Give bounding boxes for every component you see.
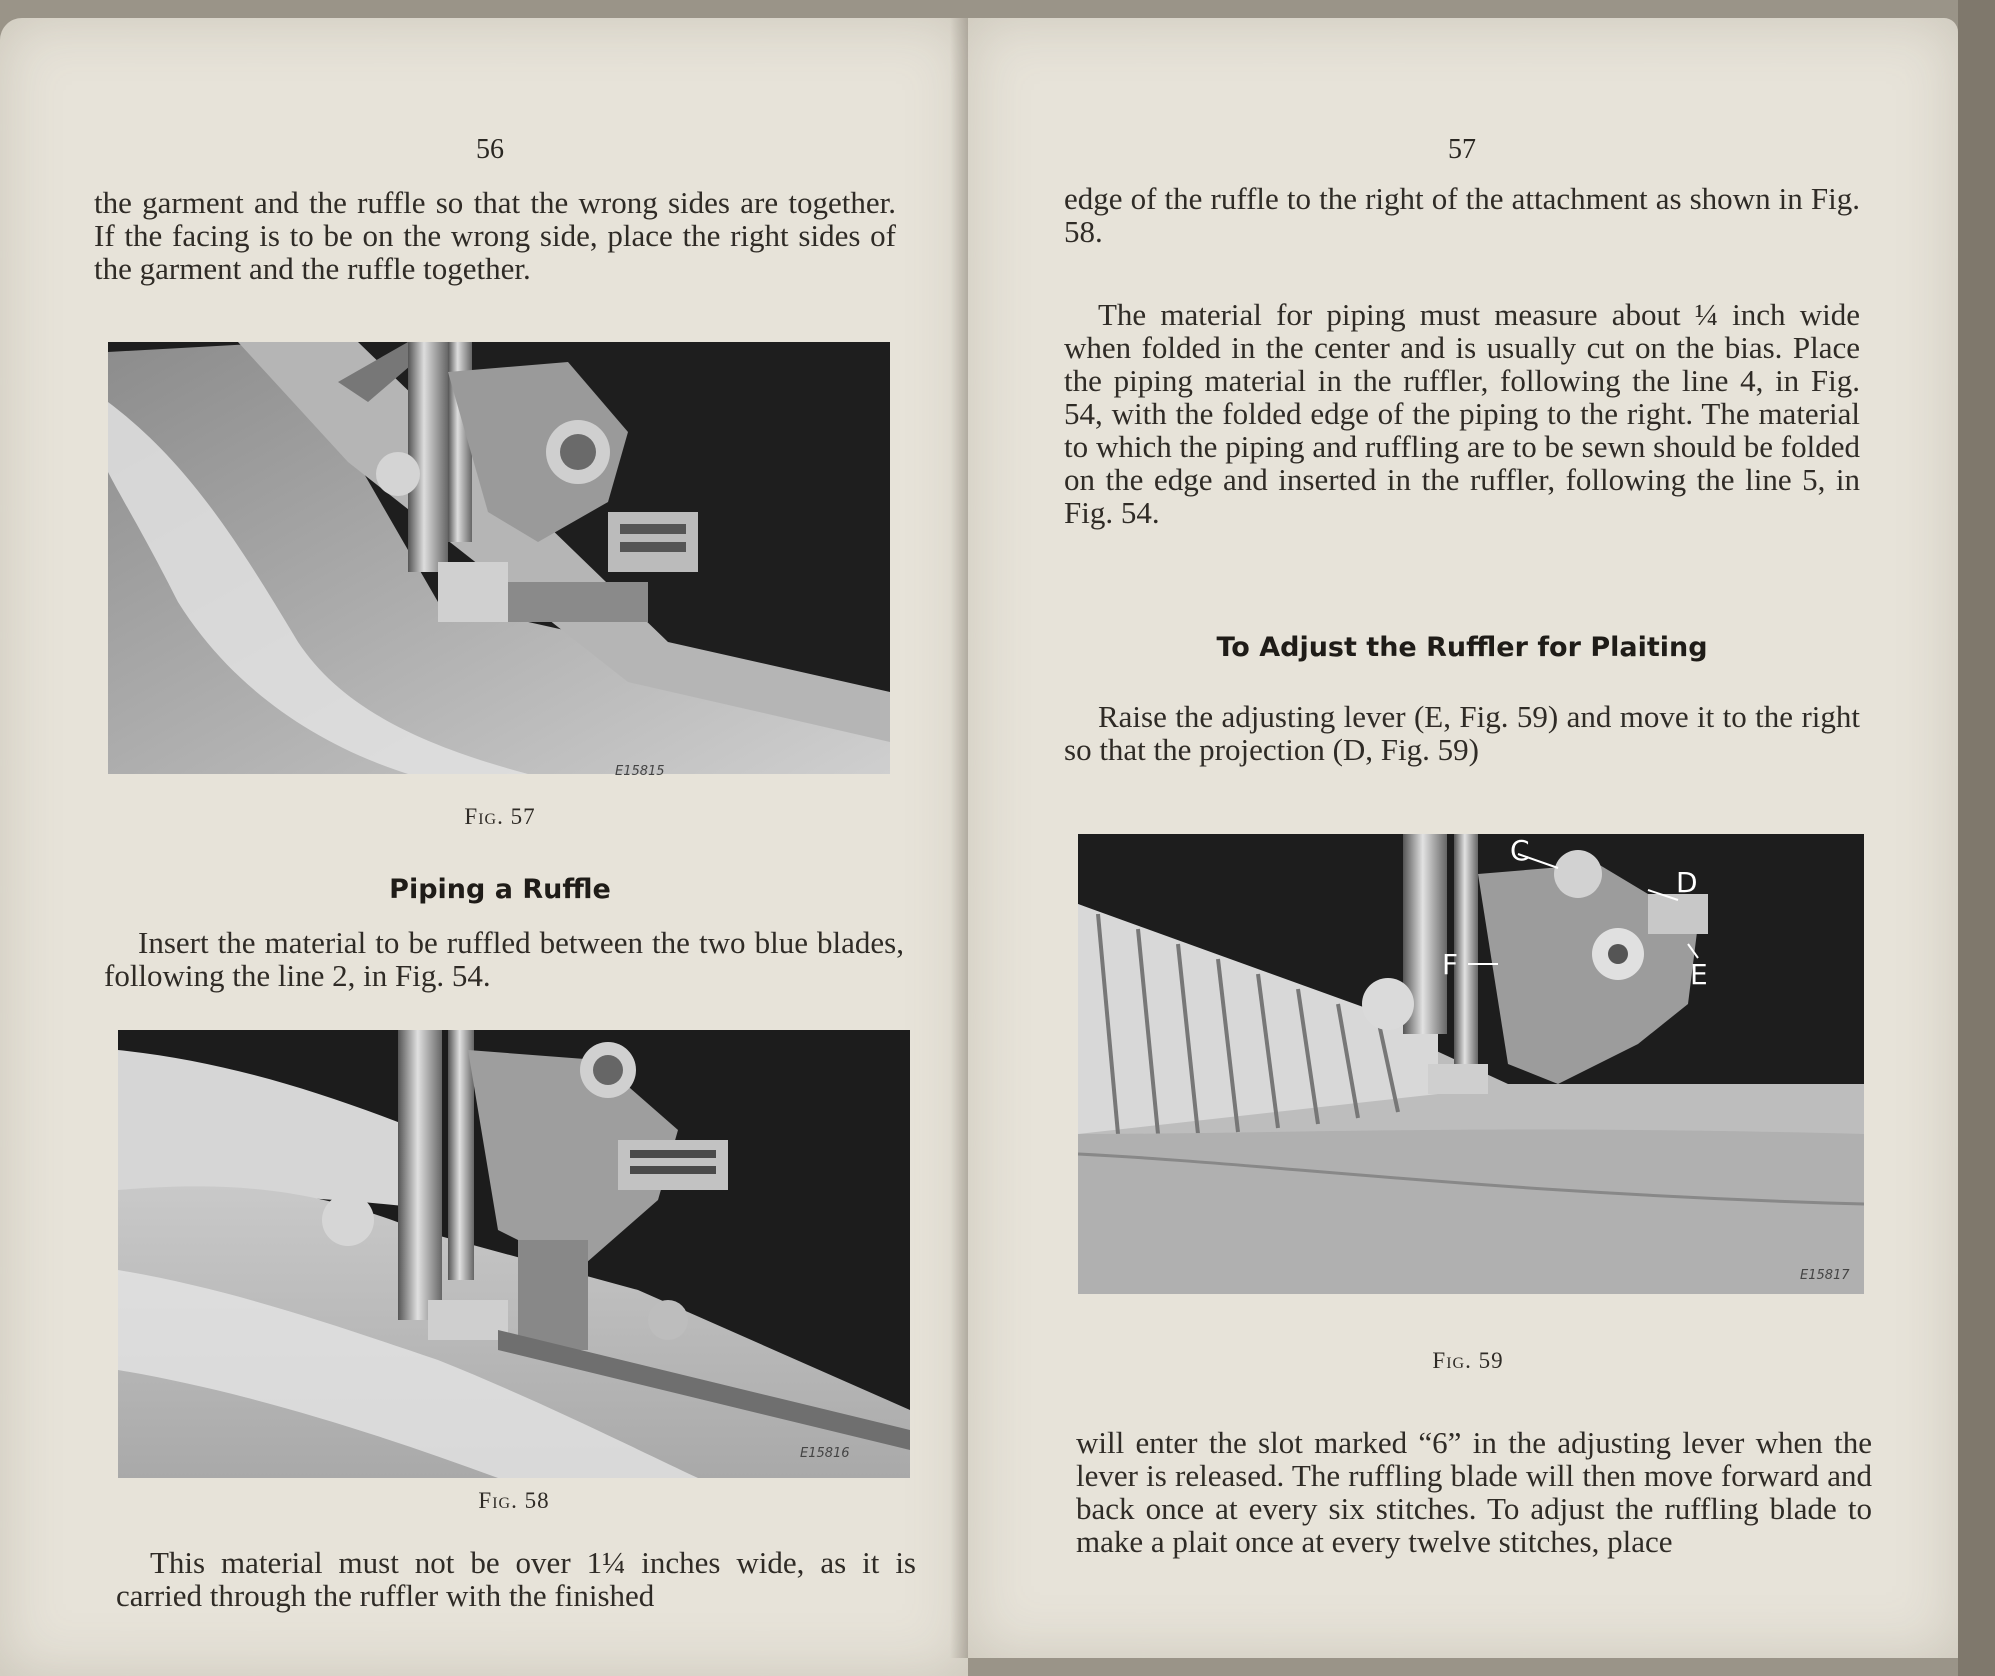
body-paragraph: [104, 926, 904, 992]
plate-code: E15815: [615, 764, 665, 779]
figure-58-illustration: [118, 1030, 910, 1478]
section-text: Raise the adjusting lever (E, Fig. 59) and move it to the right so that the projection (D, Fig. 59): [1064, 699, 1860, 767]
section-text: Insert the material to be ruffled between the two blue blades, following the line 2, in Fig. 54.: [104, 925, 904, 993]
figure-59-illustration: [1078, 834, 1864, 1294]
page-edge: [1958, 0, 1995, 1676]
label-e: E: [1690, 958, 1708, 991]
plate-code: E15816: [800, 1446, 850, 1461]
page-number: 57: [1448, 134, 1476, 165]
left-page: [0, 18, 968, 1676]
piping-text: The material for piping must measure about ¼ inch wide when folded in the center and is usually cut on the bias. Place the piping material in the ruffler, following the line 4, in Fig. 54, with the folded edge of the piping to the right. The material to which the piping and ruffling are to be sewn should be folded on the edge and inserted in the ruffler, following the line 5, in Fig. 54.: [1064, 297, 1860, 530]
section-heading: To Adjust the Ruffler for Plaiting: [1216, 632, 1708, 663]
label-c: C: [1510, 834, 1530, 867]
figure-58-caption: Fig. 58: [478, 1488, 550, 1513]
body-paragraph: [116, 1546, 916, 1612]
figure-59-caption: Fig. 59: [1432, 1348, 1504, 1373]
plate-code: E15817: [1800, 1268, 1850, 1283]
body-paragraph: [1076, 1426, 1872, 1558]
intro-text: the garment and the ruffle so that the wrong sides are together. If the facing is to be on the wrong side, place the right sides of the garment and the ruffle together.: [94, 185, 896, 286]
section-heading: Piping a Ruffle: [389, 874, 611, 905]
page-number: 56: [476, 134, 504, 165]
label-f: F: [1442, 948, 1459, 981]
label-d: D: [1676, 866, 1698, 899]
closing-text: will enter the slot marked “6” in the adjusting lever when the lever is released. The ruffling blade will then move forward and back once at every six stitches. To adjust the ruffling blade to make a plait once at every twelve stitches, place: [1076, 1425, 1872, 1559]
figure-57-caption: Fig. 57: [464, 804, 536, 829]
body-paragraph: [1064, 298, 1860, 529]
body-paragraph: [1064, 182, 1860, 248]
body-paragraph: [1064, 700, 1860, 766]
body-paragraph: [94, 186, 896, 285]
closing-text: This material must not be over 1¼ inches wide, as it is carried through the ruffler with the finished: [116, 1545, 916, 1613]
right-page: [968, 18, 1958, 1658]
figure-57-illustration: [108, 342, 890, 774]
intro-text: edge of the ruffle to the right of the attachment as shown in Fig. 58.: [1064, 181, 1860, 249]
